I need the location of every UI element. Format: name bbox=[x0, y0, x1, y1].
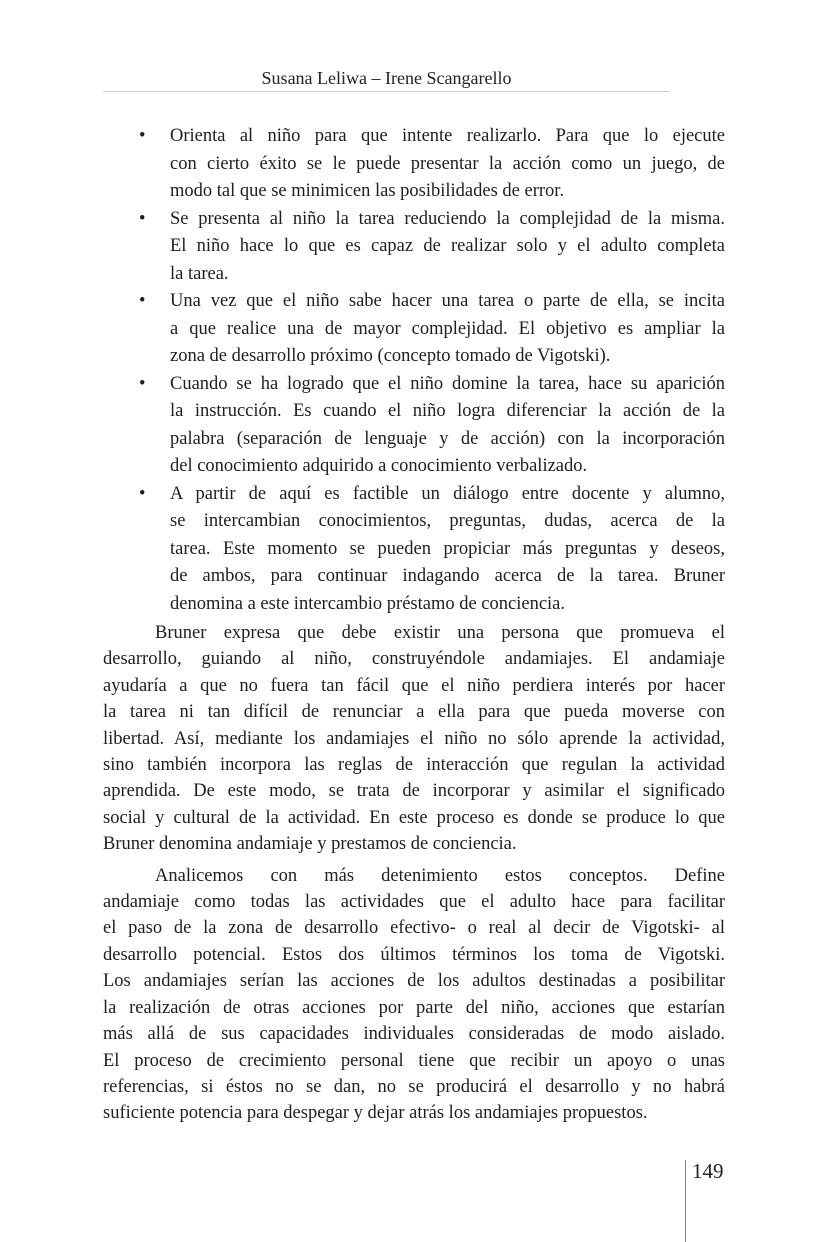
text-line: con cierto éxito se le puede presentar la acción como un juego, de bbox=[170, 153, 725, 174]
text-line: la tarea. bbox=[170, 263, 229, 284]
text-line: suficiente potencia para despegar y dejar atrás los andamiajes propuestos. bbox=[103, 1103, 648, 1124]
paragraph bbox=[103, 620, 725, 858]
bullet-icon: • bbox=[139, 291, 146, 311]
text-line: zona de desarrollo próximo (concepto tomado de Vigotski). bbox=[170, 346, 611, 366]
text-line: del conocimiento adquirido a conocimiento verbalizado. bbox=[170, 456, 588, 476]
text-line: tarea. Este momento se pueden propiciar más preguntas y deseos, bbox=[170, 538, 725, 559]
text-line: denomina a este intercambio préstamo de conciencia. bbox=[170, 593, 566, 614]
text-line: El niño hace lo que es capaz de realizar solo y el adulto completa bbox=[170, 236, 725, 256]
text-line: Analicemos con más detenimiento estos conceptos. Define bbox=[155, 865, 725, 886]
text-line: la realización de otras acciones por parte del niño, acciones que estarían bbox=[103, 997, 725, 1018]
text-line: se intercambian conocimientos, preguntas, dudas, acerca de la bbox=[170, 511, 725, 531]
page-number: 149 bbox=[692, 1159, 724, 1183]
paragraphs bbox=[103, 620, 725, 1127]
text-line: Orienta al niño para que intente realizarlo. Para que lo ejecute bbox=[170, 126, 725, 146]
bullet-item bbox=[103, 371, 725, 481]
bullet-icon: • bbox=[139, 208, 146, 229]
text-line: palabra (separación de lenguaje y de acción) con la incorporación bbox=[170, 428, 725, 449]
text-line: aprendida. De este modo, se trata de incorporar y asimilar el significado bbox=[103, 781, 725, 802]
text-line: sino también incorpora las reglas de interacción que regulan la actividad bbox=[103, 755, 725, 776]
text-line: andamiaje como todas las actividades que el adulto hace para facilitar bbox=[103, 892, 725, 913]
text-line: a que realice una de mayor complejidad. El objetivo es ampliar la bbox=[170, 318, 725, 339]
bullet-list bbox=[103, 123, 725, 618]
text-line: modo tal que se minimicen las posibilidades de error. bbox=[170, 181, 565, 201]
bullet-item bbox=[103, 123, 725, 206]
page-number-rule bbox=[685, 1160, 686, 1242]
page-body bbox=[103, 123, 725, 1127]
text-line: más allá de sus capacidades individuales consideradas de modo aislado. bbox=[103, 1024, 725, 1045]
bullet-item bbox=[103, 288, 725, 371]
text-line: ayudaría a que no fuera tan fácil que el niño perdiera interés por hacer bbox=[103, 675, 725, 696]
text-line: Una vez que el niño sabe hacer una tarea o parte de ella, se incita bbox=[170, 291, 725, 311]
text-line: Bruner expresa que debe existir una persona que promueva el bbox=[155, 623, 725, 643]
text-line: Cuando se ha logrado que el niño domine la tarea, hace su aparición bbox=[170, 373, 725, 394]
text-line: la instrucción. Es cuando el niño logra diferenciar la acción de la bbox=[170, 401, 725, 421]
paragraph bbox=[103, 863, 725, 1127]
text-line: A partir de aquí es factible un diálogo entre docente y alumno, bbox=[170, 483, 725, 504]
bullet-icon: • bbox=[139, 126, 146, 146]
text-line: referencias, si éstos no se dan, no se producirá el desarrollo y no habrá bbox=[103, 1076, 725, 1097]
text-line: el paso de la zona de desarrollo efectivo- o real al decir de Vigotski- al bbox=[103, 918, 725, 939]
running-header: Susana Leliwa – Irene Scangarello bbox=[103, 66, 670, 92]
text-line: social y cultural de la actividad. En este proceso es donde se produce lo que bbox=[103, 807, 725, 828]
bullet-icon: • bbox=[139, 373, 146, 394]
text-line: libertad. Así, mediante los andamiajes el niño no sólo aprende la actividad, bbox=[103, 728, 725, 749]
bullet-item bbox=[103, 481, 725, 619]
text-line: Se presenta al niño la tarea reduciendo la complejidad de la misma. bbox=[170, 208, 725, 229]
text-line: El proceso de crecimiento personal tiene que recibir un apoyo o unas bbox=[103, 1050, 725, 1071]
text-line: Bruner denomina andamiaje y prestamos de conciencia. bbox=[103, 834, 517, 855]
text-line: desarrollo, guiando al niño, construyéndole andamiajes. El andamiaje bbox=[103, 649, 725, 670]
text-line: Los andamiajes serían las acciones de los adultos destinadas a posibilitar bbox=[103, 971, 725, 992]
text-line: la tarea ni tan difícil de renunciar a ella para que pueda moverse con bbox=[103, 702, 725, 723]
bullet-icon: • bbox=[139, 483, 146, 504]
text-line: desarrollo potencial. Estos dos últimos términos los toma de Vigotski. bbox=[103, 944, 725, 965]
bullet-item bbox=[103, 206, 725, 289]
text-line: de ambos, para continuar indagando acerca de la tarea. Bruner bbox=[170, 566, 725, 586]
